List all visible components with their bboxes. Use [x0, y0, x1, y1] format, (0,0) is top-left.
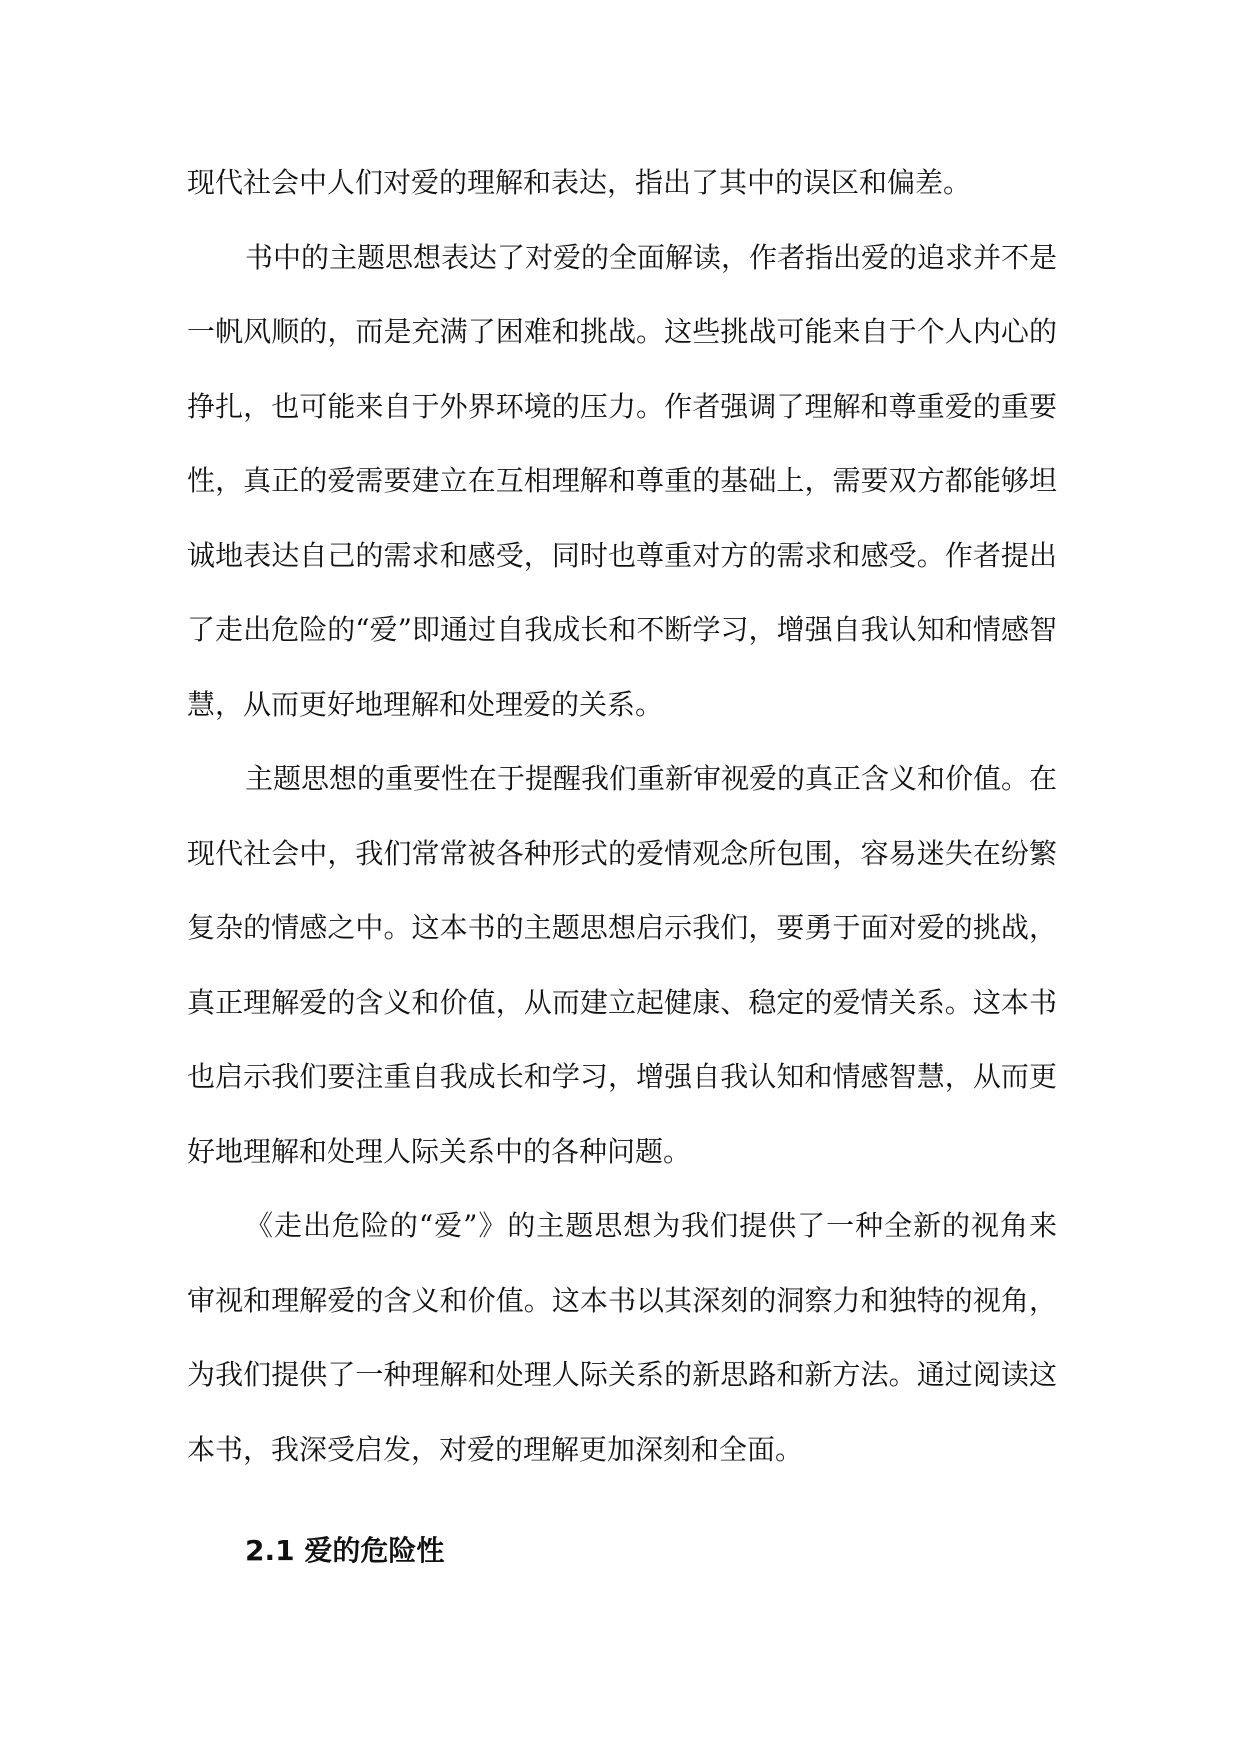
- paragraph-theme-interpretation: 书中的主题思想表达了对爱的全面解读，作者指出爱的追求并不是一帆风顺的，而是充满了困难和挑战。这些挑战可能来自于个人内心的挣扎，也可能来自于外界环境的压力。作者强调了理解和尊重爱的重要性，真正的爱需要建立在互相理解和尊重的基础上，需要双方都能够坦诚地表达自己的需求和感受，同时也尊重对方的需求和感受。作者提出了走出危险的“爱”即通过自我成长和不断学习，增强自我认知和情感智慧，从而更好地理解和处理爱的关系。: [187, 240, 1058, 721]
- paragraph-continuation: 现代社会中人们对爱的理解和表达，指出了其中的误区和偏差。: [187, 166, 972, 199]
- document-body: [187, 146, 1057, 1589]
- paragraph-theme-importance: 主题思想的重要性在于提醒我们重新审视爱的真正含义和价值。在现代社会中，我们常常被各种形式的爱情观念所包围，容易迷失在纷繁复杂的情感之中。这本书的主题思想启示我们，要勇于面对爱的挑战，真正理解爱的含义和价值，从而建立起健康、稳定的爱情关系。这本书也启示我们要注重自我成长和学习，增强自我认知和情感智慧，从而更好地理解和处理人际关系中的各种问题。: [187, 762, 1058, 1168]
- paragraph-conclusion: 《走出危险的“爱”》的主题思想为我们提供了一种全新的视角来审视和理解爱的含义和价值。这本书以其深刻的洞察力和独特的视角，为我们提供了一种理解和处理人际关系的新思路和新方法。通过阅读这本书，我深受启发，对爱的理解更加深刻和全面。: [187, 1209, 1057, 1466]
- section-heading: 2.1 爱的危险性: [245, 1534, 445, 1567]
